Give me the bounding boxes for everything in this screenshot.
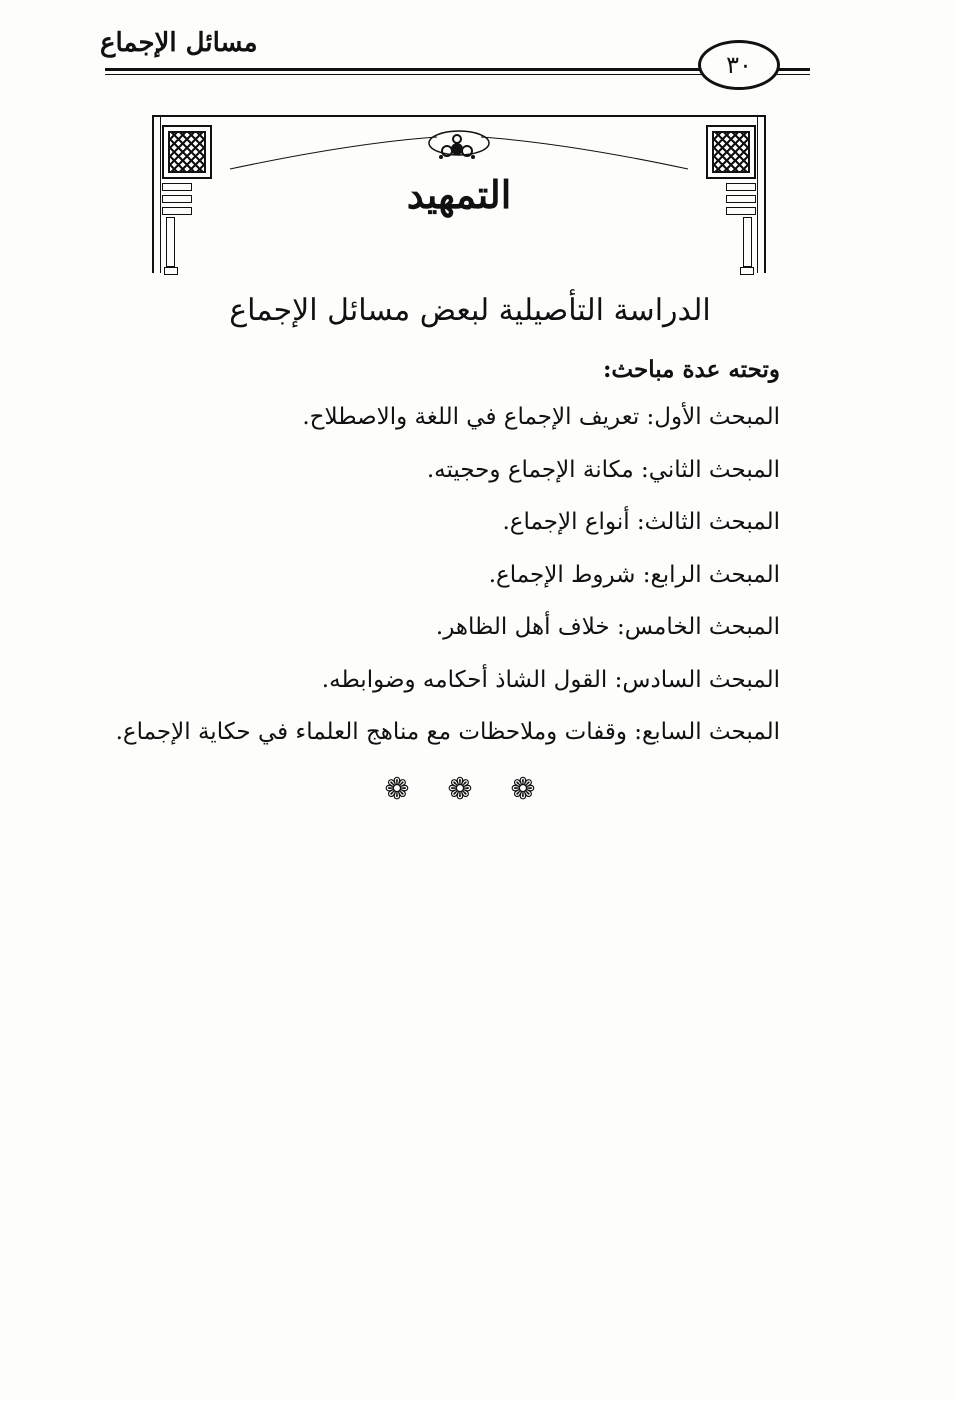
chapter-item: المبحث السابع: وقفات وملاحظات مع مناهج العلماء في حكاية الإجماع. [115, 719, 780, 745]
section-heading: الدراسة التأصيلية لبعض مسائل الإجماع [229, 293, 711, 328]
running-header-title: مسائل الإجماع [100, 28, 258, 58]
section-title: التمهيد [406, 172, 512, 217]
chapter-item: المبحث الثالث: أنواع الإجماع. [502, 509, 780, 535]
flower-ornament-icon: ❁ [447, 772, 473, 807]
flower-ornament-icon: ❁ [510, 772, 536, 807]
page-number: ٣٠ [698, 40, 780, 90]
chapter-item: المبحث السادس: القول الشاذ أحكامه وضوابطه. [321, 666, 780, 693]
section-subheading: وتحته عدة مباحث: [602, 356, 780, 383]
flower-ornament-icon: ❁ [384, 772, 410, 807]
ornamental-title-frame [152, 115, 766, 275]
pillar-cap-right [740, 267, 754, 275]
chapter-list [80, 404, 780, 772]
pillar-ornament-right [743, 217, 752, 267]
floral-medallion-icon [427, 123, 487, 163]
chapter-item: المبحث الثاني: مكانة الإجماع وحجيته. [426, 456, 780, 483]
section-end-ornaments [380, 772, 540, 807]
chapter-item: المبحث الخامس: خلاف أهل الظاهر. [435, 614, 780, 640]
pillar-cap-left [164, 267, 178, 275]
pillar-ornament-left [166, 217, 175, 267]
chapter-item: المبحث الأول: تعريف الإجماع في اللغة والاصطلاح. [302, 404, 780, 430]
chapter-item: المبحث الرابع: شروط الإجماع. [488, 561, 780, 588]
